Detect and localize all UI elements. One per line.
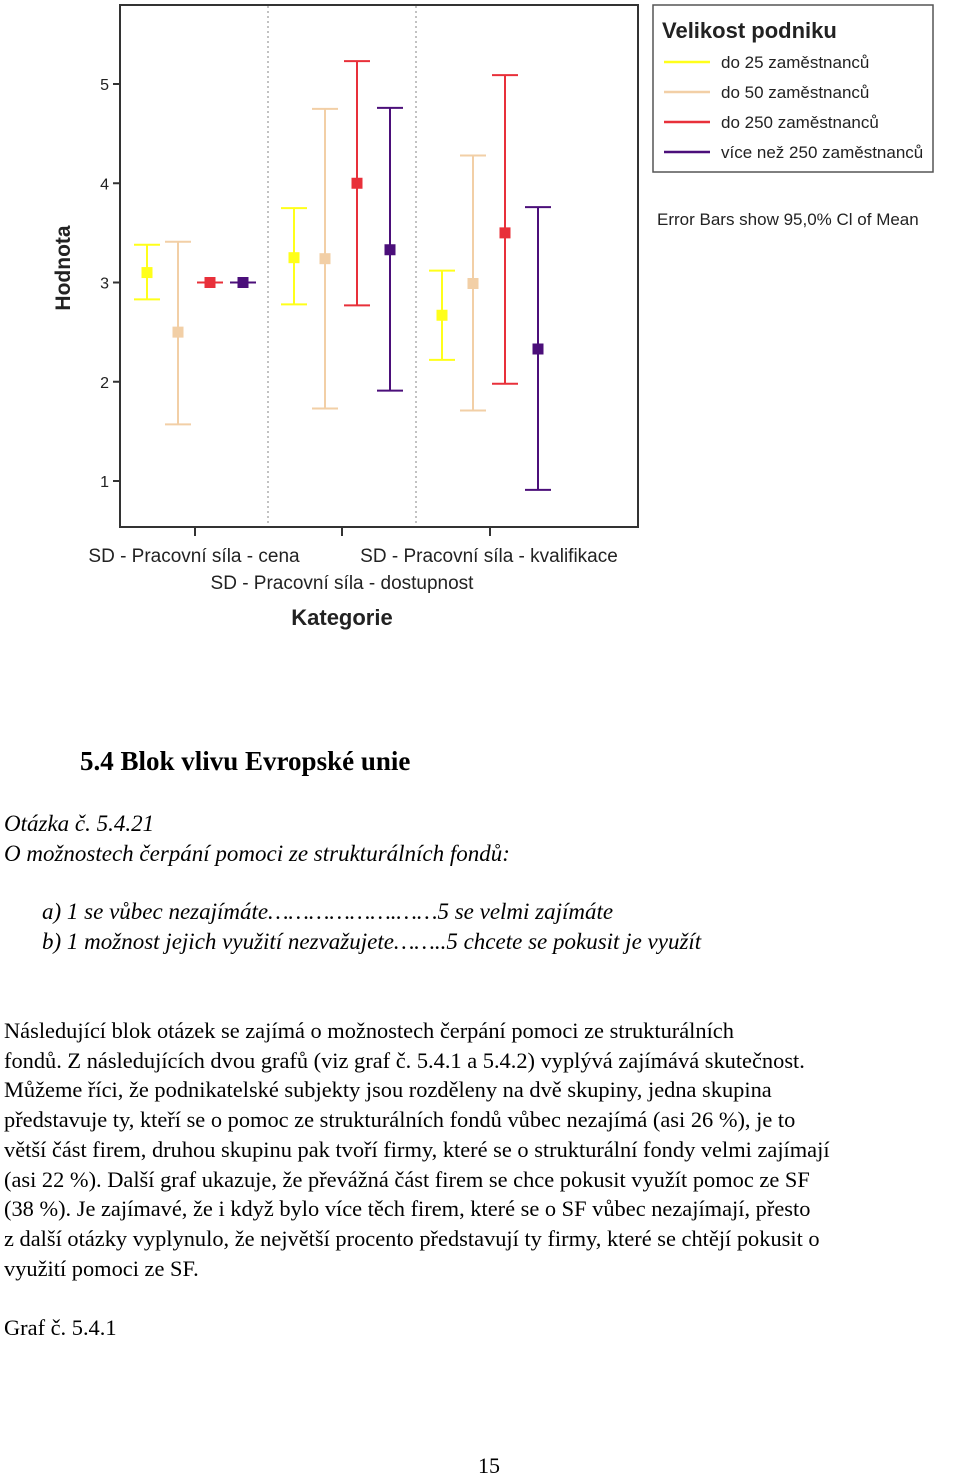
x-tick-label: SD - Pracovní síla - kvalifikace [360, 546, 618, 567]
legend-title: Velikost podniku [662, 18, 837, 43]
paragraph-line: (asi 22 %). Další graf ukazuje, že převážná část firem se chce pokusit využít pomoc ze SF [4, 1166, 810, 1192]
paragraph-line: Následující blok otázek se zajímá o možnostech čerpání pomoci ze strukturálních [4, 1018, 734, 1043]
paragraph-line: Můžeme říci, že podnikatelské subjekty jsou rozděleny na dvě skupiny, jedna skupina [4, 1077, 772, 1103]
mean-marker [385, 244, 396, 255]
mean-marker [289, 252, 300, 263]
mean-marker [205, 277, 216, 288]
legend-entry: více než 250 zaměstnanců [721, 143, 924, 162]
paragraph-line: představuje ty, kteří se o pomoc ze strukturálních fondů vůbec nezajímá (asi 26 %), je to [4, 1107, 796, 1133]
chart-note: Error Bars show 95,0% Cl of Mean [657, 210, 919, 229]
x-axis-title: Kategorie [291, 605, 393, 630]
mean-marker [468, 278, 479, 289]
mean-marker [142, 267, 153, 278]
mean-marker [320, 253, 331, 264]
paragraph-line: z další otázky vyplynulo, že největší procento představují ty firmy, které se chtějí pokusit o [4, 1225, 820, 1251]
mean-marker [500, 227, 511, 238]
section-heading: 5.4 Blok vlivu Evropské unie [80, 746, 411, 776]
option-a: a) 1 se vůbec nezajímáte……………….……5 se velmi zajímáte [42, 899, 614, 924]
legend-entry: do 25 zaměstnanců [721, 53, 870, 72]
mean-marker [437, 310, 448, 321]
mean-marker [173, 327, 184, 338]
paragraph-line: větší část firem, druhou skupinu pak tvoří firmy, které se o strukturální fondy velmi zajímají [4, 1136, 830, 1162]
question-title: O možnostech čerpání pomoci ze strukturálních fondů: [4, 841, 510, 866]
plot-frame [120, 5, 638, 527]
y-tick-label: 3 [100, 275, 109, 293]
x-tick-label: SD - Pracovní síla - cena [88, 546, 300, 567]
y-tick-label: 4 [100, 176, 109, 194]
legend-entry: do 50 zaměstnanců [721, 83, 870, 102]
y-tick-label: 1 [100, 474, 109, 491]
legend-entry: do 250 zaměstnanců [721, 113, 879, 132]
body-paragraph [4, 1016, 960, 1283]
x-tick-label: SD - Pracovní síla - dostupnost [210, 573, 474, 594]
mean-marker [238, 277, 249, 288]
paragraph-line: (38 %). Je zajímavé, že i když bylo více těch firem, které se o SF vůbec nezajímají, přesto [4, 1196, 811, 1222]
error-bar-chart [0, 0, 960, 660]
option-b: b) 1 možnost jejich využití nezvažujete……..5 chcete se pokusit je využít [42, 929, 702, 954]
mean-marker [533, 343, 544, 354]
figure-caption: Graf č. 5.4.1 [4, 1315, 117, 1340]
y-axis-title: Hodnota [52, 225, 75, 311]
page-number: 15 [478, 1453, 500, 1478]
y-tick-label: 2 [100, 374, 109, 392]
mean-marker [352, 178, 363, 189]
y-tick-label: 5 [100, 77, 109, 94]
question-number: Otázka č. 5.4.21 [4, 811, 155, 836]
paragraph-line: využití pomoci ze SF. [4, 1255, 199, 1281]
paragraph-line: fondů. Z následujících dvou grafů (viz graf č. 5.4.1 a 5.4.2) vyplývá zajímává skutečnost. [4, 1047, 805, 1073]
